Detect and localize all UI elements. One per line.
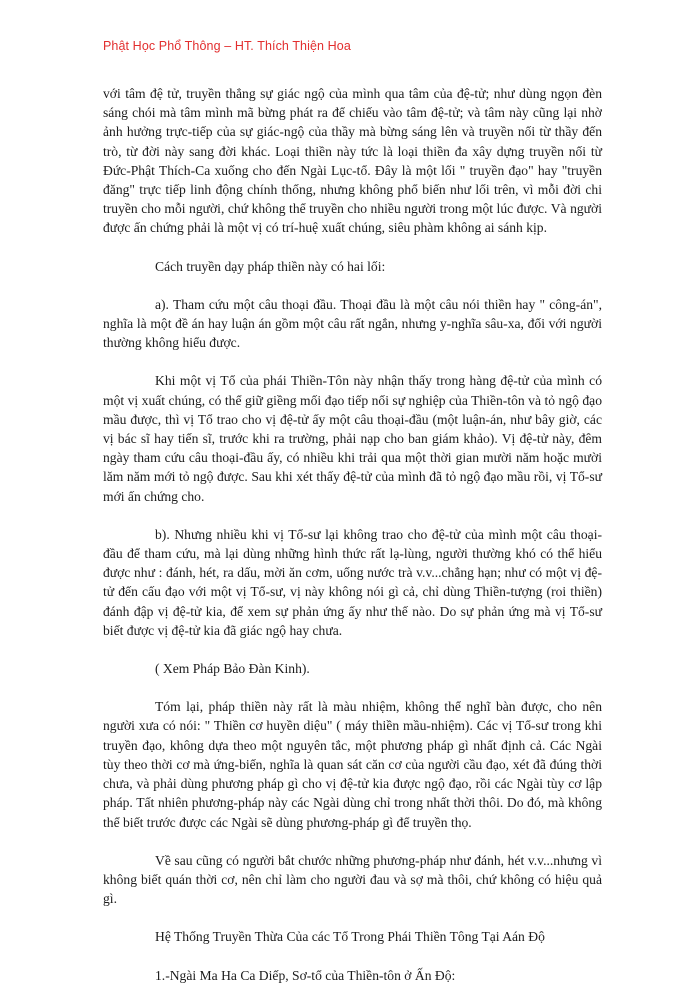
paragraph: 1.-Ngài Ma Ha Ca Diếp, Sơ-tổ của Thiền-tôn ở Ấn Độ: xyxy=(155,967,456,983)
paragraph: Khi một vị Tổ của phái Thiền-Tôn này nhận thấy trong hàng đệ-tử của mình có một vị xuất chúng, có thể giữ giềng mối đạo tiếp nối sự nghiệp của Thiền-tôn và tỏ ngộ đạo mầu được, thì vị Tổ trao cho vị đệ-tử ấy một câu thoại-đầu (một luận-án, như bây giờ, các vị bác sĩ hay tiến sĩ, trước khi ra trường, phải nạp cho ban giám khảo). Vị đệ-tử này, đêm ngày tham cứu câu thoại-đầu ấy, có nhiều khi trải qua một thời gian mười năm hoặc mười lăm năm mới tỏ ngộ được. Sau khi xét thấy đệ-tử của mình đã tỏ ngộ đạo mầu rồi, vị Tổ-sư mới ấn chứng cho. xyxy=(103,373,602,504)
paragraph: Hệ Thống Truyền Thừa Của các Tổ Trong Phái Thiền Tông Tại Aán Độ xyxy=(155,929,545,945)
document-header-title: Phật Học Phổ Thông – HT. Thích Thiện Hoa xyxy=(103,39,351,53)
paragraph: b). Nhưng nhiều khi vị Tổ-sư lại không trao cho đệ-tử của mình một câu thoại-đầu để tham cứu, mà lại dùng những hình thức rất lạ-lùng, người thường khó có thể hiểu được như : đánh, hét, ra dấu, mời ăn cơm, uống nước trà v.v...chẳng hạn; như có một vị đệ-tử đến cấu đạo với một vị Tổ-sư, vị này không nói gì cả, chỉ dùng Thiền-tượng (roi thiền) đánh đập vị đệ-tử kia, để xem sự phản ứng ấy như thế nào. Do sự phản ứng mà vị Tổ-sư biết được vị đệ-tử kia đã giác ngộ hay chưa. xyxy=(103,526,602,638)
document-body xyxy=(103,84,602,1004)
paragraph: Tóm lại, pháp thiền này rất là màu nhiệm, không thể nghĩ bàn được, cho nên người xưa có nói: " Thiền cơ huyền diệu" ( máy thiền mầu-nhiệm). Các vị Tổ-sư trong khi truyền đạo, không dựa theo một nguyên tắc, một phương pháp gì nhất định cả. Các Ngài tùy theo thời cơ mà ứng-biến, nghĩa là quan sát căn cơ của người cầu đạo, xét đã đúng thời chưa, và phải dùng phương pháp gì cho vị đệ-tử kia được ngộ đạo, rồi các Ngài tùy cơ lập pháp. Tất nhiên phương-pháp này các Ngài dùng chỉ trong nhất thời thôi. Do đó, mà không thể biết trước được các Ngài sẽ dùng phương-pháp gì để truyền thọ. xyxy=(103,699,602,830)
paragraph: a). Tham cứu một câu thoại đầu. Thoại đầu là một câu nói thiền hay " công-án", nghĩa là một đề án hay luận án gồm một câu rất ngắn, nhưng y-nghĩa sâu-xa, đối với người thường không hiểu được. xyxy=(103,296,602,351)
paragraph: Cách truyền dạy pháp thiền này có hai lối: xyxy=(155,258,386,274)
paragraph: ( Xem Pháp Bảo Đàn Kinh). xyxy=(155,661,310,677)
paragraph: với tâm đệ tử, truyền thẳng sự giác ngộ của mình qua tâm của đệ-tử; như dùng ngọn đèn sáng chói mà tâm mình mã bừng phát ra để chiếu vào tâm đệ-tử; và tâm này cũng lại nhờ ảnh hưởng trực-tiếp của sự giác-ngộ của thầy mà bừng sáng lên và truyền nối từ thầy đến trò, từ đời này sang đời khác. Loại thiền này tức là loại thiền đa xây dựng truyền nối từ Đức-Phật Thích-Ca xuống cho đến Ngài Lục-tổ. Đây là một lối " truyền đạo" hay "truyền đăng" trực tiếp linh động chính thống, nhưng không phổ biến như lối trên, vì mỗi đời chi truyền cho mỗi người, chứ không thể truyền cho nhiều người trong một lúc được. Và người được ấn chứng phải là một vị có trí-huệ xuất chúng, siêu phàm không ai sánh kịp. xyxy=(103,86,602,236)
paragraph: Về sau cũng có người bắt chước những phương-pháp như đánh, hét v.v...nhưng vì không biết quán thời cơ, nên chỉ làm cho người đau và sợ mà thôi, chứ không có hiệu quả gì. xyxy=(103,852,602,907)
